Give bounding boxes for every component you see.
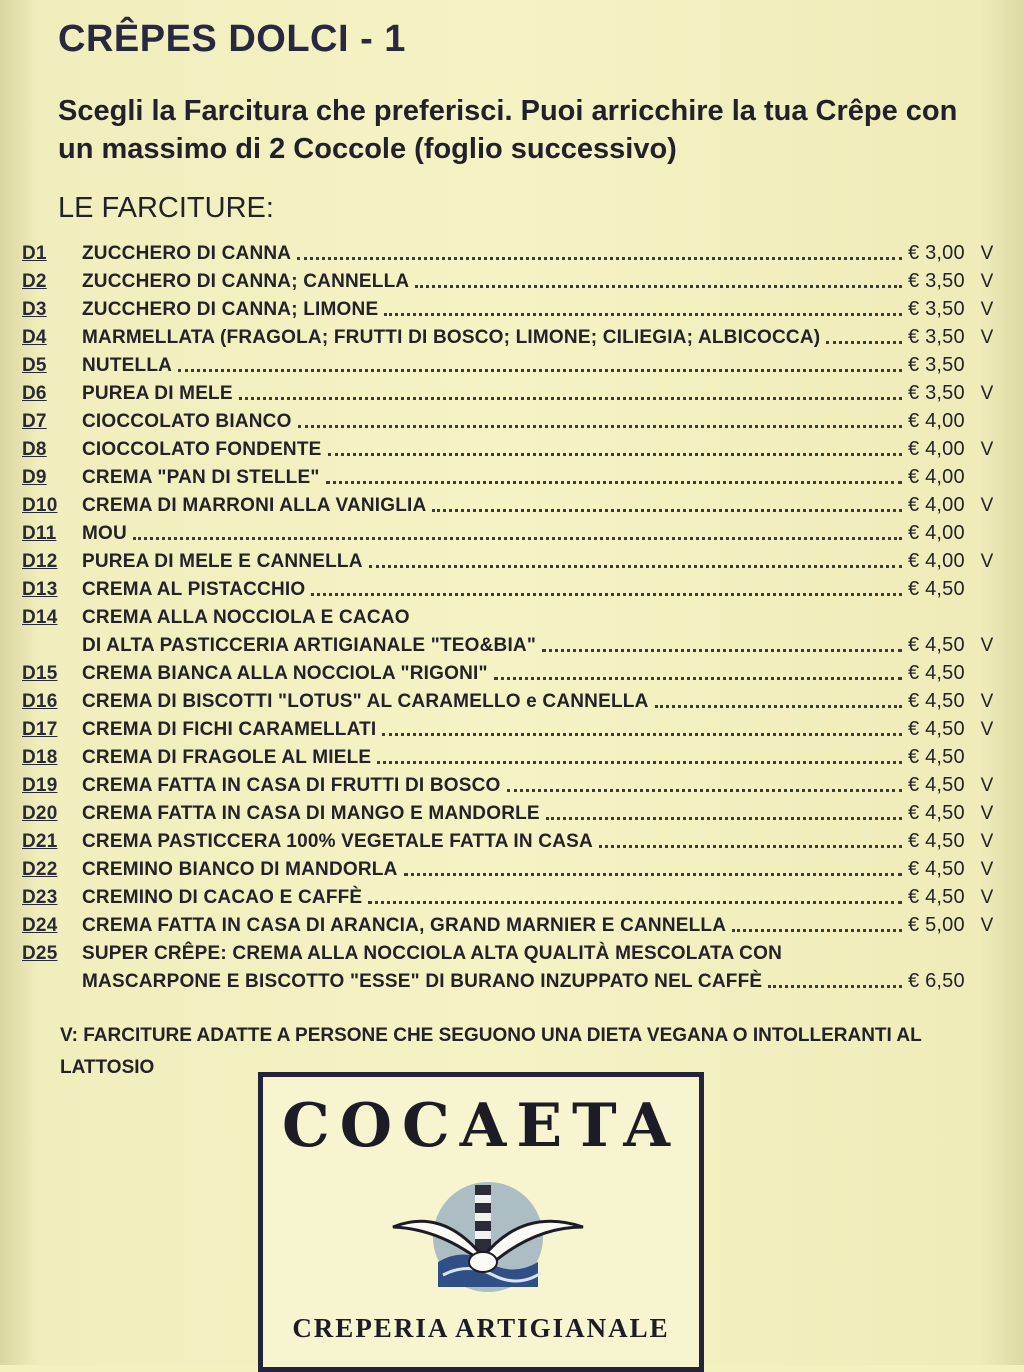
dot-leader bbox=[546, 816, 902, 820]
item-price: € 4,50 bbox=[908, 830, 965, 852]
item-name: CREMINO BIANCO DI MANDORLA bbox=[82, 859, 398, 880]
menu-row bbox=[22, 293, 1002, 321]
vegan-mark: V bbox=[980, 803, 994, 824]
dot-leader bbox=[599, 844, 902, 848]
dot-leader bbox=[377, 760, 902, 764]
item-code: D2 bbox=[22, 271, 47, 292]
item-code: D12 bbox=[22, 551, 58, 572]
menu-row bbox=[22, 769, 1002, 797]
vegan-note: V: FARCITURE ADATTE A PERSONE CHE SEGUONO UNA DIETA VEGANA O INTOLLERANTI AL LATTOSIO bbox=[60, 1025, 922, 1078]
vegan-mark: V bbox=[980, 495, 994, 516]
logo-wordmark: COCAETA bbox=[282, 1091, 680, 1161]
item-price: € 4,50 bbox=[908, 746, 965, 768]
item-name: CREMA DI FICHI CARAMELLATI bbox=[82, 719, 377, 740]
dot-leader bbox=[326, 480, 902, 484]
menu-row bbox=[22, 601, 1002, 629]
item-price: € 4,00 bbox=[908, 522, 965, 544]
item-code: D14 bbox=[22, 607, 58, 628]
dot-leader bbox=[368, 900, 902, 904]
menu-row bbox=[22, 517, 1002, 545]
item-code: D25 bbox=[22, 943, 58, 964]
item-price: € 4,00 bbox=[908, 550, 965, 572]
menu-row bbox=[22, 489, 1002, 517]
item-name: CREMA AL PISTACCHIO bbox=[82, 579, 306, 600]
item-price: € 3,50 bbox=[908, 298, 965, 320]
menu-row bbox=[22, 741, 1002, 769]
item-name: CREMINO DI CACAO E CAFFÈ bbox=[82, 887, 363, 908]
dot-leader bbox=[826, 340, 902, 344]
item-code: D1 bbox=[22, 243, 47, 264]
dot-leader bbox=[382, 732, 902, 736]
vegan-mark: V bbox=[980, 551, 994, 572]
item-code: D5 bbox=[22, 355, 47, 376]
menu-row bbox=[22, 237, 1002, 265]
vegan-mark: V bbox=[980, 635, 994, 656]
dot-leader bbox=[369, 564, 902, 568]
dot-leader bbox=[415, 284, 902, 288]
item-price: € 4,50 bbox=[908, 690, 965, 712]
item-price: € 4,00 bbox=[908, 494, 965, 516]
item-price: € 4,50 bbox=[908, 634, 965, 656]
menu-row bbox=[22, 937, 1002, 965]
vegan-mark: V bbox=[980, 243, 994, 264]
menu-row bbox=[22, 265, 1002, 293]
menu-row bbox=[22, 853, 1002, 881]
item-code: D17 bbox=[22, 719, 58, 740]
item-price: € 4,00 bbox=[908, 410, 965, 432]
page-title: CRÊPES DOLCI - 1 bbox=[58, 18, 406, 60]
item-code: D7 bbox=[22, 411, 47, 432]
vegan-mark: V bbox=[980, 383, 994, 404]
dot-leader bbox=[432, 508, 902, 512]
item-name: CREMA FATTA IN CASA DI ARANCIA, GRAND MARNIER E CANNELLA bbox=[82, 915, 727, 936]
item-price: € 4,50 bbox=[908, 718, 965, 740]
seagull-lighthouse-icon bbox=[383, 1167, 593, 1317]
item-name: CREMA ALLA NOCCIOLA E CACAO bbox=[82, 607, 410, 628]
item-price: € 3,50 bbox=[908, 270, 965, 292]
menu-row bbox=[22, 965, 1002, 993]
dot-leader bbox=[507, 788, 902, 792]
menu-row bbox=[22, 405, 1002, 433]
item-price: € 4,00 bbox=[908, 438, 965, 460]
vegan-mark: V bbox=[980, 859, 994, 880]
menu-row bbox=[22, 881, 1002, 909]
item-name: ZUCCHERO DI CANNA; LIMONE bbox=[82, 299, 379, 320]
item-code: D23 bbox=[22, 887, 58, 908]
item-price: € 4,50 bbox=[908, 774, 965, 796]
item-price: € 4,50 bbox=[908, 662, 965, 684]
item-price: € 4,50 bbox=[908, 802, 965, 824]
item-code: D9 bbox=[22, 467, 47, 488]
item-code: D18 bbox=[22, 747, 58, 768]
item-code: D20 bbox=[22, 803, 58, 824]
item-code: D15 bbox=[22, 663, 58, 684]
item-name: MARMELLATA (FRAGOLA; FRUTTI DI BOSCO; LIMONE; CILIEGIA; ALBICOCCA) bbox=[82, 327, 821, 348]
item-price: € 4,50 bbox=[908, 886, 965, 908]
dot-leader bbox=[542, 648, 902, 652]
item-code: D3 bbox=[22, 299, 47, 320]
item-name: NUTELLA bbox=[82, 355, 173, 376]
item-price: € 3,50 bbox=[908, 382, 965, 404]
vegan-mark: V bbox=[980, 327, 994, 348]
item-name: SUPER CRÊPE: CREMA ALLA NOCCIOLA ALTA QUALITÀ MESCOLATA CON bbox=[82, 943, 782, 964]
item-name: MASCARPONE E BISCOTTO "ESSE" DI BURANO INZUPPATO NEL CAFFÈ bbox=[82, 971, 763, 992]
item-code: D6 bbox=[22, 383, 47, 404]
menu-row bbox=[22, 433, 1002, 461]
item-price: € 3,00 bbox=[908, 242, 965, 264]
item-code: D10 bbox=[22, 495, 58, 516]
dot-leader bbox=[297, 256, 902, 260]
item-name: PUREA DI MELE E CANNELLA bbox=[82, 551, 363, 572]
vegan-mark: V bbox=[980, 915, 994, 936]
item-price: € 4,50 bbox=[908, 858, 965, 880]
menu-row bbox=[22, 573, 1002, 601]
menu-row bbox=[22, 713, 1002, 741]
menu-row bbox=[22, 657, 1002, 685]
item-name: CIOCCOLATO FONDENTE bbox=[82, 439, 322, 460]
item-name: CREMA BIANCA ALLA NOCCIOLA "RIGONI" bbox=[82, 663, 488, 684]
item-code: D19 bbox=[22, 775, 58, 796]
item-name: CREMA DI FRAGOLE AL MIELE bbox=[82, 747, 372, 768]
section-heading: LE FARCITURE: bbox=[58, 192, 274, 224]
dot-leader bbox=[239, 396, 902, 400]
vegan-mark: V bbox=[980, 719, 994, 740]
item-name: CREMA FATTA IN CASA DI FRUTTI DI BOSCO bbox=[82, 775, 501, 796]
dot-leader bbox=[311, 592, 902, 596]
vegan-mark: V bbox=[980, 271, 994, 292]
logo bbox=[258, 1072, 704, 1372]
menu-row bbox=[22, 349, 1002, 377]
menu-row bbox=[22, 685, 1002, 713]
menu-row bbox=[22, 377, 1002, 405]
dot-leader bbox=[298, 424, 902, 428]
item-name: CIOCCOLATO BIANCO bbox=[82, 411, 292, 432]
item-name: CREMA PASTICCERA 100% VEGETALE FATTA IN CASA bbox=[82, 831, 593, 852]
item-code: D4 bbox=[22, 327, 47, 348]
item-name: CREMA "PAN DI STELLE" bbox=[82, 467, 320, 488]
menu-row bbox=[22, 797, 1002, 825]
menu-row bbox=[22, 909, 1002, 937]
item-price: € 6,50 bbox=[908, 970, 965, 992]
item-name: CREMA DI BISCOTTI "LOTUS" AL CARAMELLO e CANNELLA bbox=[82, 691, 649, 712]
item-name: ZUCCHERO DI CANNA; CANNELLA bbox=[82, 271, 410, 292]
item-code: D13 bbox=[22, 579, 58, 600]
dot-leader bbox=[328, 452, 902, 456]
menu-row bbox=[22, 825, 1002, 853]
item-name: MOU bbox=[82, 523, 127, 544]
vegan-mark: V bbox=[980, 887, 994, 908]
vegan-mark: V bbox=[980, 775, 994, 796]
dot-leader bbox=[655, 704, 903, 708]
logo-subtitle: CREPERIA ARTIGIANALE bbox=[292, 1313, 670, 1343]
menu-row bbox=[22, 629, 1002, 657]
vegan-mark: V bbox=[980, 299, 994, 320]
vegan-mark: V bbox=[980, 831, 994, 852]
dot-leader bbox=[404, 872, 902, 876]
item-price: € 5,00 bbox=[908, 914, 965, 936]
item-name: ZUCCHERO DI CANNA bbox=[82, 243, 292, 264]
menu-row bbox=[22, 461, 1002, 489]
item-name: CREMA FATTA IN CASA DI MANGO E MANDORLE bbox=[82, 803, 540, 824]
item-code: D21 bbox=[22, 831, 58, 852]
dot-leader bbox=[768, 984, 902, 988]
item-name: PUREA DI MELE bbox=[82, 383, 233, 404]
dot-leader bbox=[384, 312, 902, 316]
item-code: D24 bbox=[22, 915, 58, 936]
item-code: D11 bbox=[22, 523, 57, 544]
item-name: DI ALTA PASTICCERIA ARTIGIANALE "TEO&BIA" bbox=[82, 635, 537, 656]
vegan-mark: V bbox=[980, 439, 994, 460]
item-price: € 3,50 bbox=[908, 354, 965, 376]
menu-row bbox=[22, 545, 1002, 573]
item-code: D22 bbox=[22, 859, 58, 880]
intro-text: Scegli la Farcitura che preferisci. Puoi arricchire la tua Crêpe con un massimo di 2 Coccole (foglio successivo) bbox=[58, 95, 958, 165]
item-code: D16 bbox=[22, 691, 58, 712]
dot-leader bbox=[133, 536, 902, 540]
item-price: € 4,00 bbox=[908, 466, 965, 488]
item-code: D8 bbox=[22, 439, 47, 460]
dot-leader bbox=[732, 928, 902, 932]
item-price: € 3,50 bbox=[908, 326, 965, 348]
vegan-mark: V bbox=[980, 691, 994, 712]
menu-row bbox=[22, 321, 1002, 349]
item-name: CREMA DI MARRONI ALLA VANIGLIA bbox=[82, 495, 427, 516]
dot-leader bbox=[494, 676, 902, 680]
item-price: € 4,50 bbox=[908, 578, 965, 600]
fillings-list bbox=[22, 237, 1002, 993]
dot-leader bbox=[178, 368, 902, 372]
